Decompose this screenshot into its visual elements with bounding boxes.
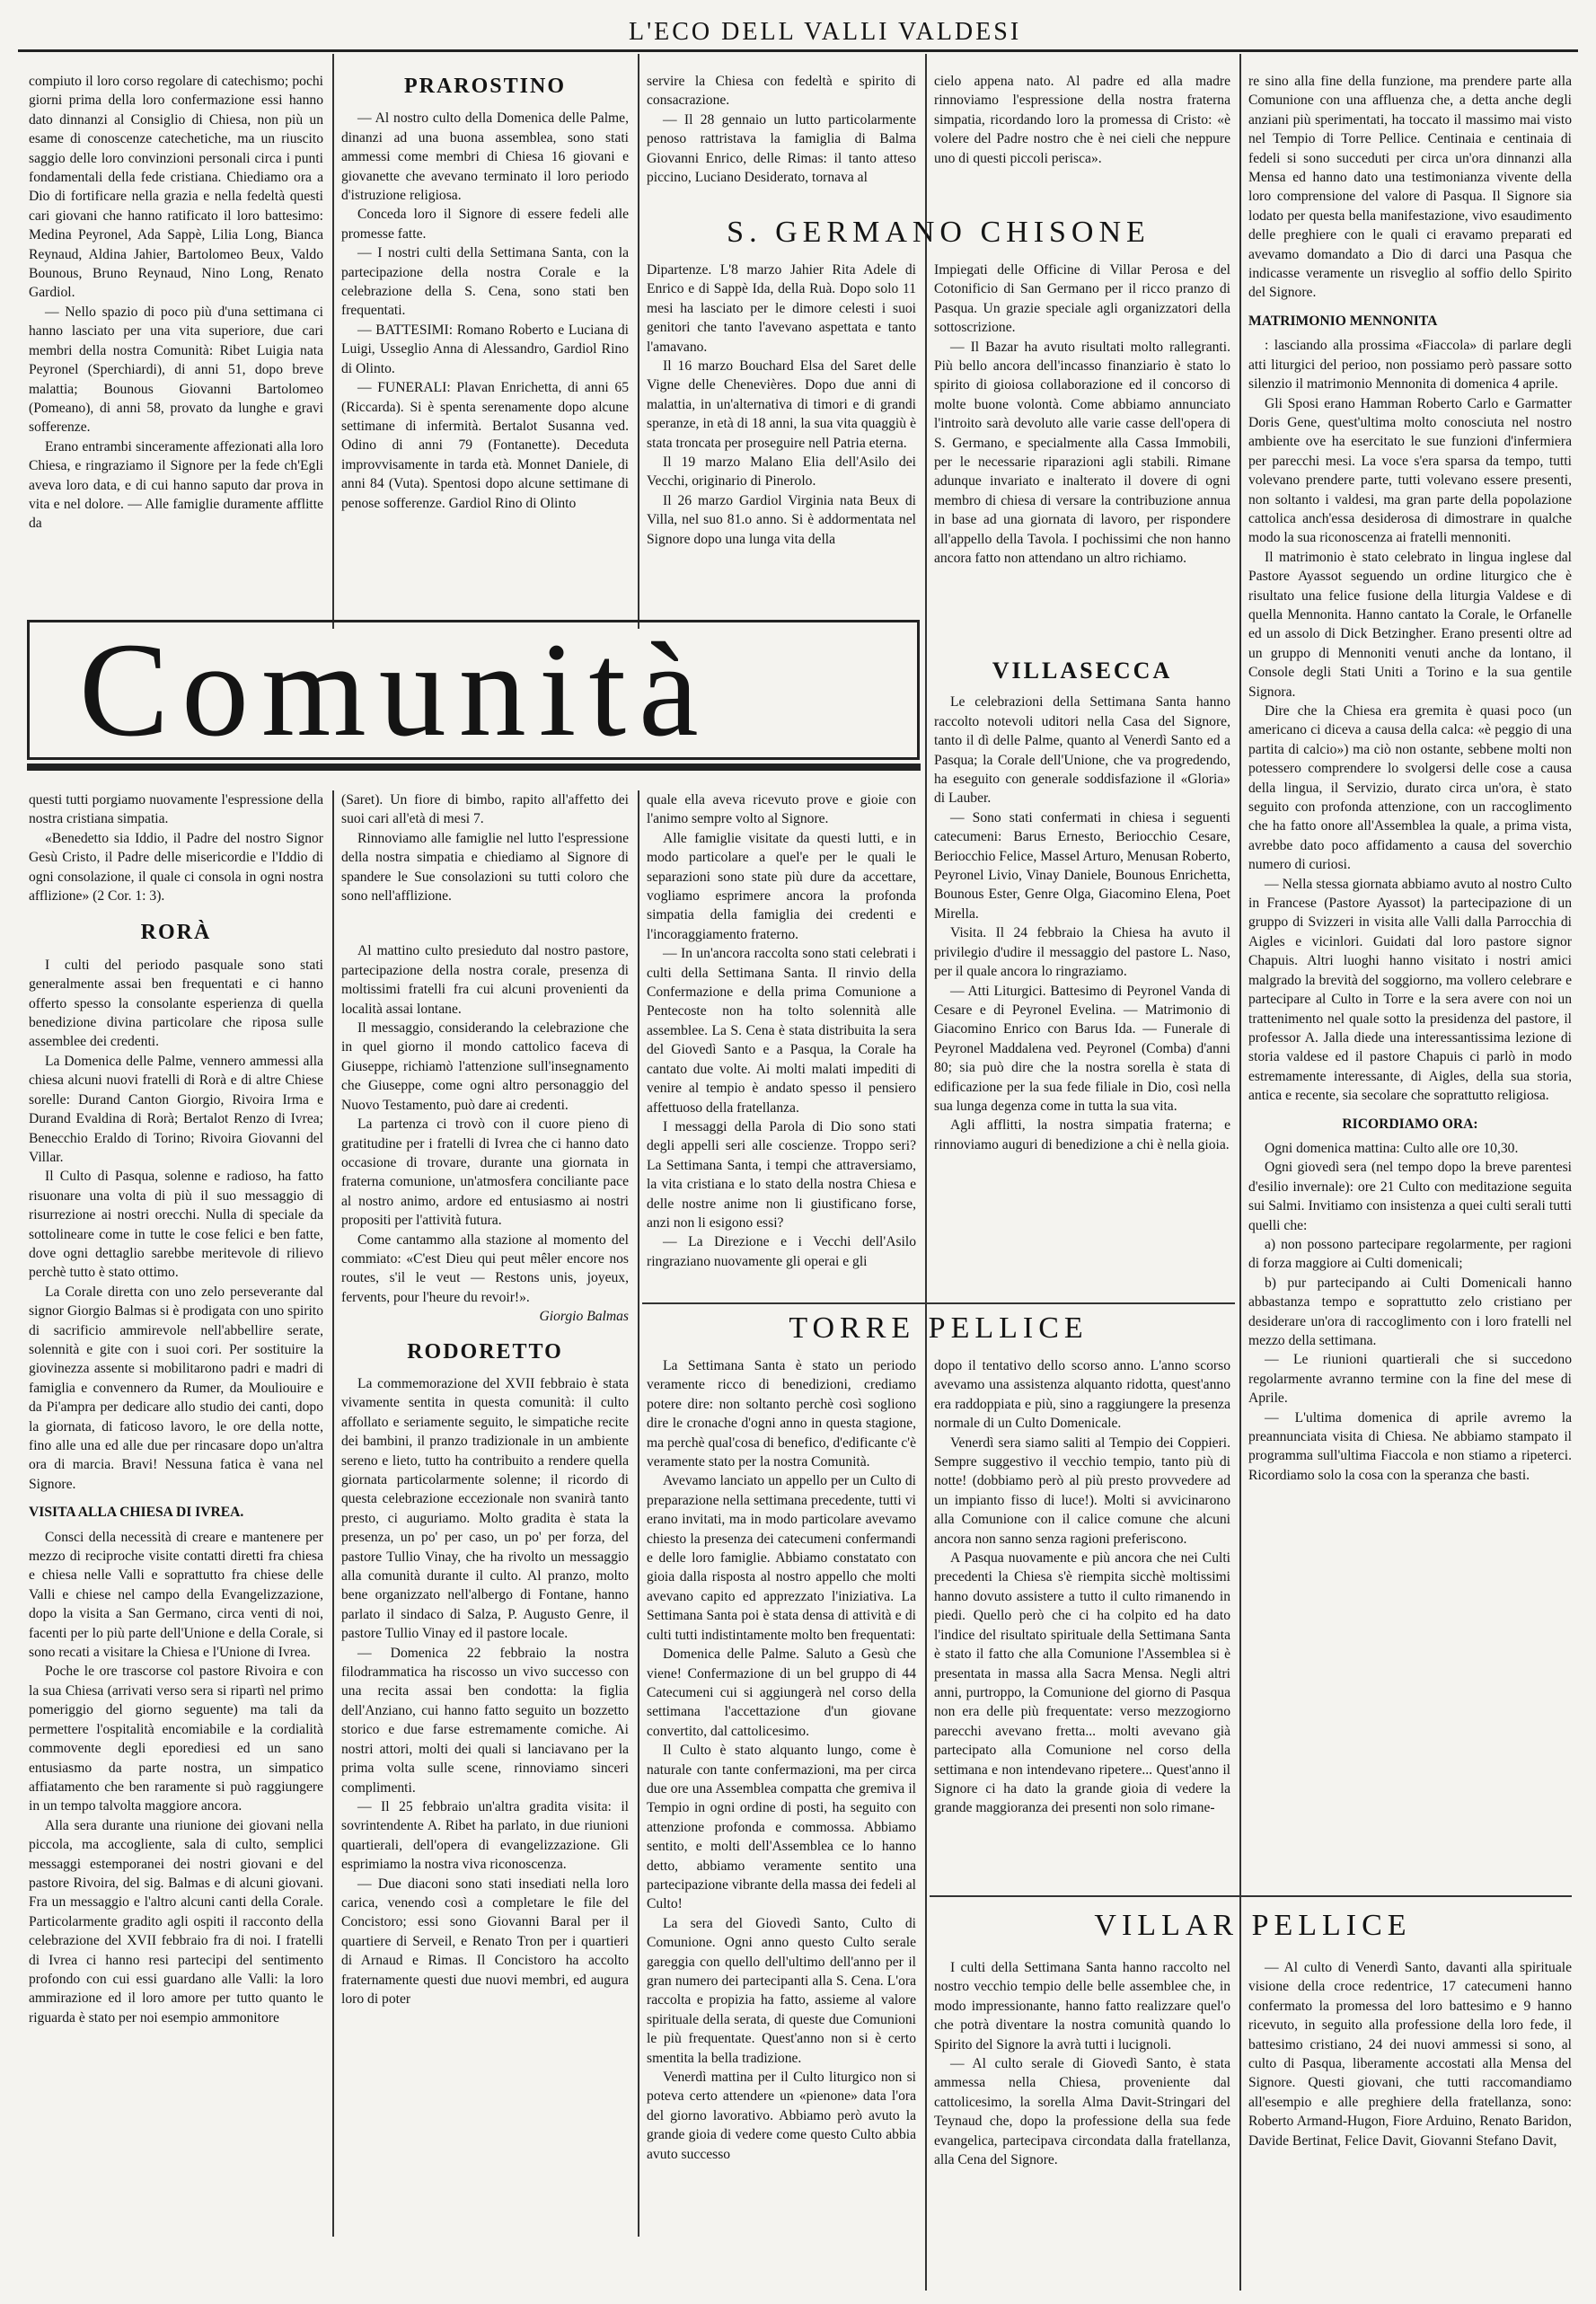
paragraph: Domenica delle Palme. Saluto a Gesù che viene! Confermazione di un bel gruppo di 44 Catecumeni cui si aggiungerà nel corso della settimana l'accettazione d'un giovane convertito, dal cattolicesimo. [647,1646,916,1739]
paragraph: questi tutti porgiamo nuovamente l'espressione della nostra cristiana simpatia. [29,792,323,827]
paragraph: La Domenica delle Palme, vennero ammessi alla chiesa alcuni nuovi fratelli di Rorà e di altre Chiese sorelle: Durand Canton Giorgio, Rivoira Irma e Durand Evaldina di Rorà; Bertalot Renzo di Ivrea; Benecchio Eraldo di Torino; Rivoira Giovanni del Villar. [29,1053,323,1165]
paragraph: «Benedetto sia Iddio, il Padre del nostro Signor Gesù Cristo, il Padre delle misericordie e l'Iddio di ogni consolazione, il quale ci consola in ogni nostra afflizione» (2 Cor. 1: 3). [29,830,323,905]
paragraph: I messaggi della Parola di Dio sono stati degli appelli seri alle coscienze. Troppo seri? La Settimana Santa, i tempi che attraversiamo, la vita cristiana e lo stato della nostra Chiesa e delle nostre anime non li giustificano forse, anzi non li esigono essi? [647,1118,916,1231]
paragraph: Il 16 marzo Bouchard Elsa del Saret delle Vigne delle Chenevières. Dopo due anni di malattia, in un'alternativa di timori e di grandi speranze, in età di 18 anni, la sua vita quaggiù è stata troncata per proseguire nell Patria eterna. [647,358,916,451]
column-rule [638,54,639,629]
signature: Giorgio Balmas [539,1309,629,1325]
paragraph: Il messaggio, considerando la celebrazione che in quel giorno il mondo cattolico faceva di Giuseppe, richiamò l'attenzione sull'insegnamento che Giuseppe, come ogni altro personaggio del Nuovo Testamento, può dare ai credenti. [341,1020,629,1113]
paragraph: — FUNERALI: Plavan Enrichetta, di anni 65 (Riccarda). Si è spenta serenamente dopo alcune settimane di infermità. Bertalot Susanna ved. Odino di anni 79 (Fontanette). Deceduta improvvisamente in tarda età. Monnet Daniele, di anni 84 (Vuta). Spentosi dopo alcune settimane di penose sofferenze. Gardiol Rino di Olinto [341,380,629,511]
paragraph: Gli Sposi erano Hamman Roberto Carlo e Garmatter Doris Gene, quest'ultima molto conosciuta nel nostro ambiente ove ha esercitato le sue funzioni d'infermiera per parecchi mesi. La voce s'era sparsa da tempo, tutti volevano prendere parte, tutti volevano essere presenti, non soltanto i valdesi, ma gran parte della popolazione cattolica anch'essa desiderosa di dimostrare in qualche modo la sua riconoscenza ai fratelli mennoniti. [1248,395,1572,546]
column-1-bottom [29,790,323,2246]
torre-left [647,1356,916,2246]
section-heading-villar: VILLAR PELLICE [1094,1909,1412,1942]
torre-right [934,1356,1230,1877]
paragraph: Al mattino culto presieduto dal nostro pastore, partecipazione della nostra corale, presenza di moltissimi fratelli fra cui alcuni provenienti da località assai lontane. [341,943,629,1017]
section-heading-sgermano: S. GERMANO CHISONE [727,216,1151,249]
subheading-ivrea: VISITA ALLA CHIESA DI IVREA. [29,1505,244,1521]
paragraph: Rinnoviamo alle famiglie nel lutto l'espressione della nostra simpatia e chiediamo al Signore di spandere le Sue consolazioni su tutti coloro che sono nell'afflizione. [341,830,629,905]
banner-title: Comunità [79,615,711,764]
paragraph: : lasciando alla prossima «Fiaccola» di parlare degli atti liturgici del perioo, non possiamo però passare sotto silenzio il matrimonio Mennonita di domenica 4 aprile. [1248,338,1572,393]
subheading-ricordiamo: RICORDIAMO ORA: [1342,1116,1478,1132]
paragraph: — I nostri culti della Settimana Santa, con la partecipazione della nostra Corale e la celebrazione della S. Cena, sono stati ben frequentati. [341,245,629,319]
paragraph: Ogni domenica mattina: Culto alle ore 10,30. [1265,1140,1519,1156]
column-2-bottom [341,790,629,2246]
column-rule [1239,54,1241,2291]
paragraph: Visita. Il 24 febbraio la Chiesa ha avuto il privilegio d'udire il messaggio del pastore L. Naso, per il quale ancora lo ringraziamo. [934,925,1230,980]
banner-frame [27,615,920,764]
paragraph: — Le riunioni quartierali che si succedono regolarmente avranno termine con la fine del mese di Aprile. [1248,1352,1572,1407]
paragraph: a) non possono partecipare regolarmente, per ragioni di forza maggiore ai Culti domenicali; [1248,1236,1572,1272]
section-heading-prarostino: PRAROSTINO [403,75,567,98]
paragraph: — Due diaconi sono stati insediati nella loro carica, venendo così a completare le file del Concistoro; essi sono Giovanni Baral per il quartiere di Serveil, e Renato Tron per i quartieri di Arnaud e Rimas. Il Concistoro ha accolto fraternamente questi due nuovi membri, ed augura loro di poter [341,1876,629,2007]
column-4-top [934,72,1230,198]
paragraph: Il Culto di Pasqua, solenne e radioso, ha fatto risuonare una volta di più il suo messaggio di risurrezione ai nostri orecchi. Nulla di speciale da sottolineare come in tutte le cose felici e ben fatte, dove ogni dettaglio sarebbe meritevole di rilievo perchè tutto è stato ottimo. [29,1169,323,1281]
paragraph: — Atti Liturgici. Battesimo di Peyronel Vanda di Cesare e di Peyronel Evelina. — Matrimonio di Giacomino Enrico con Barus Ida. — Funerale di Peyronel Maddalena ved. Peyronel (Comba) d'anni 80; sia può dire che la nostra sorella è stata di edificazione per la sua fede filiale in Dio, così nella sua lunga degenza come in tutta la sua vita. [934,983,1230,1114]
paragraph: Alla sera durante una riunione dei giovani nella piccola, ma accogliente, sala di culto, semplici messaggi estemporanei dei nostri giovani e del pastore Rivoira, del sig. Balmas e di alcuni giovani. Fra un messaggio e l'altro alcuni canti della Corale. Particolarmente gradito agli ospiti il racconto della celebrazione del XVII febbraio fra di noi. I fratelli di Ivrea ci hanno resi partecipi del sentimento profondo con cui essi guardano alle Valli: la loro ammirazione ed il loro amore per tutto quanto le riguarda è stato per noi esempio ammonitore [29,1817,323,2026]
paragraph: Come cantammo alla stazione al momento del commiato: «C'est Dieu qui peut mêler encore nos routes, s'il le veut — Restons unis, joyeux, fervents, pour l'heure du revoir!». [341,1231,629,1305]
section-rule [642,1302,1235,1304]
paragraph: — Il 25 febbraio un'altra gradita visita: il sovrintendente A. Ribet ha parlato, in due riunioni quartierali, dell'opera di evangelizzazione. Gli esprimiamo la nostra viva riconoscenza. [341,1798,629,1873]
paragraph: Consci della necessità di creare e mantenere per mezzo di reciproche visite contatti diretti fra chiesa e chiesa nelle Valli e soprattutto fra chiese delle Valli e chiese nel campo della Evangelizzazione, dopo la visita a San Germano, circa venti di noi, facenti per lo più parte dell'Unione e della Corale, si sono recati a visitare la Chiesa e l'Unione di Ivrea. [29,1529,323,1661]
paragraph: — Nello spazio di poco più d'una settimana ci hanno lasciato per una vita superiore, due cari membri della nostra Comunità: Ribet Luigia nata Peyronel (Sperchiardi), di anni 51, dopo breve malattia; Bounous Giovanni Bartolomeo (Pomeano), di anni 58, provato da lunghe e gravi sofferenze. [29,304,323,436]
paragraph: re sino alla fine della funzione, ma prendere parte alla Comunione con una affluenza che, a detta anche degli anziani più sperimentati, ha toccato il massimo mai visto nel Tempio di Torre Pellice. Centinaia e centinaia di fedeli si sono succeduti per circa un'ora dinnanzi alla Mensa ed hanno dato una testimonianza vivente della loro comprensione del valore di Pasqua. Il Signore sia lodato per questa bella manifestazione, vivo esaudimento delle preghiere con le quali ci eravamo preparati ed avevamo domandato a Dio di darci una Pasqua che indicasse veramente un risveglio al soffio dello Spirito del Signore. [1248,74,1572,301]
paragraph: — Al nostro culto della Domenica delle Palme, dinanzi ad una buona assemblea, sono stati ammessi come membri di Chiesa 16 giovani e giovanette che avevano terminato il loro periodo d'istruzione religiosa. [341,110,629,204]
villasecca-section [934,656,1230,1410]
column-rule [925,54,927,2291]
paragraph: — Al culto di Venerdì Santo, davanti alla spirituale visione della croce redentrice, 17 catecumeni hanno confermato la promessa del loro battesimo e 9 hanno ricevuto, in seguito alla professione della loro fede, il battesimo cristiano, 24 dei nuovi ammessi si sono, al culto di Pasqua, liberamente accostati alla Mensa del Signore. Questi giovani, che tutti raccomandiamo all'esempio e alle preghiere della fratellanza, sono: Roberto Armand-Hugon, Fiore Arduino, Renato Baridon, Davide Bertinat, Felice Davit, Giovanni Stefano Davit, [1248,1960,1572,2149]
section-rule [930,1895,1572,1897]
paragraph: — Domenica 22 febbraio la nostra filodrammatica ha riscosso un vivo successo con una recita assai ben condotta: la figlia dell'Anziano, cui hanno fatto seguito un bozzetto storico e due farse estremamente comiche. Ai nostri attori, molti dei quali si lanciavano per la prima volta sulle scene, rinnoviamo sinceri complimenti. [341,1645,629,1796]
paragraph: quale ella aveva ricevuto prove e gioie con l'animo sempre volto al Signore. [647,792,916,827]
masthead-title: L'ECO DELL VALLI VALDESI [629,18,1022,46]
paragraph: Poche le ore trascorse col pastore Rivoira e con la sua Chiesa (arrivati verso sera si ripartì nel primo pomeriggio del giorno seguente) ma tali da permettere l'ospitalità encomiabile e la cordialità commovente degli eporediesi ed un sano entusiasmo da parte nostra, un simpatico affiatamento che ben raramente si può raggiungere in un tempo talvolta maggiore ancora. [29,1664,323,1814]
column-rule [332,790,334,2237]
paragraph: Erano entrambi sinceramente affezionati alla loro Chiesa, e ringraziamo il Signore per la fede ch'Egli aveva loro data, e di cui hanno saputo dar prova in vita e nel dolore. — Alle famiglie duramente afflitte da [29,438,323,532]
paragraph: La commemorazione del XVII febbraio è stata vivamente sentita in questa comunità: il culto affollato e seriamente seguito, le simpatiche recite dei bambini, il pranzo tradizionale in un ambiente sereno e lieto, tutto ha contribuito a rendere quella giornata particolarmente solenne; il ricordo di questa celebrazione eccezionale non svanirà tanto presto, ci auguriamo. Molto gradita è stata la presenza, un po' per caso, un po' per forza, del pastore Tullio Vinay, che ha rivolto un messaggio alla comunità durante il culto. Al pranzo, molto bene organizzato nell'albergo di Fontane, hanno parlato il sindaco di Salza, P. Augusto Genre, il pastore Tullio Vinay ed il pastore locale. [341,1375,629,1642]
sgermano-left [647,260,916,611]
paragraph: — La Direzione e i Vecchi dell'Asilo ringraziano nuovamente gli operai e gli [647,1234,916,1269]
subheading-mennonita: MATRIMONIO MENNONITA [1248,313,1438,329]
paragraph: — Sono stati confermati in chiesa i seguenti catecumeni: Barus Ernesto, Beriocchio Cesare, Beriocchio Felice, Massel Arturo, Menusan Roberto, Peyronel Livio, Vinay Daniele, Bounous Enrichetta, Bounous Ester, Genre Olga, Giacomino Elena, Poet Mirella. [934,809,1230,922]
paragraph: Il Culto è stato alquanto lungo, come è naturale con tante confermazioni, ma per circa due ore una Assemblea compatta che gremiva il Tempio in ogni ordine di posti, ha seguito con attenzione profonda e commossa. Abbiamo sentito, e molti dell'Assemblea ce lo hanno detto, abbiamo veramente sentito una partecipazione vibrante della massa dei fedeli al Culto! [647,1743,916,1912]
paragraph: — Al culto serale di Giovedì Santo, è stata ammessa nella Chiesa, proveniente dal cattolicesimo, la sorella Alma Davit-Stringari del Teynaud che, dopo la professione della sua fede evangelica, partecipava circondata dalla fratellanza, alla Cena del Signore. [934,2056,1230,2168]
column-3-top [647,72,916,198]
paragraph: dopo il tentativo dello scorso anno. L'anno scorso avevamo una assistenza alquanto ridotta, quest'anno era raddoppiata e più, sino a raggiungere la presenza normale di un Culto Domenicale. [934,1358,1230,1432]
comunita-banner [27,615,921,781]
paragraph: Impiegati delle Officine di Villar Perosa e del Cotonificio di San Germano per il ricco pranzo di Pasqua. Un grazie speciale agli organizzatori della sottoscrizione. [934,262,1230,336]
paragraph: Venerdì mattina per il Culto liturgico non si poteva certo attendere un «pienone» data l'ora del giorno lavorativo. Abbiamo però avuto la grande gioia di vedere come questo Culto abbia avuto successo [647,2070,916,2162]
paragraph: Il matrimonio è stato celebrato in lingua inglese dal Pastore Ayassot seguendo un ordine liturgico che è risultato una felice fusione della liturgia Valdese e di quella Mennonita. Hanno cantato la Corale, le Orfanelle ed un assolo di Dick Betzingher. Erano presenti oltre ad un gruppo di Mennoniti venuti anche da lontano, il Console degli Stati Uniti a Torino e la sua gentile Signora. [1248,549,1572,700]
villar-right [1248,1958,1572,2246]
paragraph: — L'ultima domenica di aprile avremo la preannunciata visita di Chiesa. Ne abbiamo stampato il programma sull'ultima Fiaccola e non stiamo a ripeterci. Ricordiamo solo la cosa con la speranza che basti. [1248,1409,1572,1483]
column-2-top [341,72,629,611]
paragraph: La Corale diretta con uno zelo perseverante dal signor Giorgio Balmas si è prodigata con uno spirito di sacrificio ammirevole nell'abbellire serate, solennità e gite con i suoi cori. Per sostituire la giovinezza assente si mobilitarono padri e madri di famiglia e convennero da Rumer, da Mouliouire e da Pi'ampra per dedicare allo studio dei canti, dopo la giornata, di faticoso lavoro, le ore della notte, fino alle una ed alle due per rincasare dopo un'altra ora di marcia. Bravi! Nessuna fatica è vana nel Signore. [29,1284,323,1492]
section-heading-villasecca: VILLASECCA [992,658,1173,684]
paragraph: I culti del periodo pasquale sono stati generalmente assai ben frequentati e ci hanno offerto spesso la consolante esperienza di quella benedizione divina particolare che riposa sulle assemblee dei credenti. [29,957,323,1050]
paragraph: Conceda loro il Signore di essere fedeli alle promesse fatte. [341,207,629,242]
paragraph: Le celebrazioni della Settimana Santa hanno raccolto notevoli uditori nella Casa del Signore, tanto il dì delle Palme, quanto al Venerdì Santo ed a Pasqua; la Corale dell'Unione, che va progredendo, ha eseguito con generale soddisfazione il «Gloria» di Lauber. [934,694,1230,807]
section-heading-rora: RORÀ [140,921,212,945]
paragraph: Dipartenze. L'8 marzo Jahier Rita Adele di Enrico e di Sappè Ida, della Ruà. Dopo solo 11 mesi ha lasciato per le dimore celesti i suoi genitori che tanto l'avevano aspettata e tanto l'amavano. [647,262,916,355]
masthead [0,0,1596,54]
paragraph: Avevamo lanciato un appello per un Culto di preparazione nella settimana precedente, tutti vi erano invitati, ma in modo particolare avevamo chiesto la presenza dei catecumeni confermandi e delle loro famiglie. Abbiamo constatato con gioia dalla risposta al nostro appello che molti avevano capito ed apprezzato l'iniziativa. La Settimana Santa poi è stata densa di attività e di culti tutti indistintamente molto ben frequentati: [647,1473,916,1643]
column-5 [1248,72,1572,1886]
sgermano-right [934,260,1230,611]
paragraph: Agli afflitti, la nostra simpatia fraterna; e rinnoviamo auguri di benedizione a chi è nella gioia. [934,1117,1230,1152]
banner-rule [27,764,921,771]
paragraph: Venerdì sera siamo saliti al Tempio dei Coppieri. Sempre suggestivo il vecchio tempio, tanto più di notte! (dobbiamo però al più presto provvedere ad un impianto fisso di luce!). Molti si avvicinarono alla Comunione con il calice comune che alcuni ancora non sanno senza ragioni preferiscono. [934,1434,1230,1547]
spacer [341,905,629,941]
paragraph: Ogni giovedì sera (nel tempo dopo la breve parentesi d'esilio invernale): ore 21 Culto con meditazione seguita sui Salmi. Invitiamo con insistenza a quei culti serali tutti quelli che: [1248,1160,1572,1233]
paragraph: servire la Chiesa con fedeltà e spirito di consacrazione. [647,74,916,109]
section-heading-torre: TORRE PELLICE [789,1311,1089,1345]
paragraph: b) pur partecipando ai Culti Domenicali hanno abbastanza tempo e soprattutto zelo cristiano per desiderare un'ora di raccoglimento con i loro fratelli nel mezzo della settimana. [1248,1275,1572,1348]
section-heading-rodoretto: RODORETTO [407,1339,563,1364]
paragraph: Il 26 marzo Gardiol Virginia nata Beux di Villa, nel suo 81.o anno. Si è addormentata nel Signore dopo una lunga vita della [647,492,916,547]
paragraph: — Il 28 gennaio un lutto particolarmente penoso rattristava la famiglia di Balma Giovanni Enrico, delle Rimas: il tanto atteso piccino, Luciano Desiderato, tornava al [647,111,916,186]
paragraph: Alle famiglie visitate da questi lutti, e in modo particolare a quel'e per le quali le separazioni sono state più dure da accettare, vogliamo esprimere ancora la profonda simpatia della famiglia dei credenti e l'incoraggiamento fraterno. [647,830,916,942]
paragraph: Dire che la Chiesa era gremita è quasi poco (un americano ci diceva a causa della calca: «è peggio di una partita di calcio») ma ciò non ostante, sebbene molti non potessero comprendere lo svolgersi delle cose a causa della lingua, il Servizio, durato circa un'ora, è stato seguito con profonda attenzione, con un raccoglimento che ha fatto onore all'Assemblea la quale, a prima vista, avrebbe dato poco affidamento a causa del soverchio numero di curiosi. [1248,703,1572,873]
masthead-rule [18,49,1578,52]
column-3-bottom [647,790,916,1293]
villar-left [934,1958,1230,2246]
paragraph: (Saret). Un fiore di bimbo, rapito all'affetto dei suoi cari all'età di mesi 7. [341,792,629,827]
column-rule [638,790,639,2237]
paragraph: La partenza ci trovò con il cuore pieno di gratitudine per i fratelli di Ivrea che ci hanno dato occasione di trovare, durante una giornata in fraterna comunione, un'atmosfera conciliante pace al nostro animo, ardore ed entusiasmo ai nostri propositi per l'attività futura. [341,1117,629,1229]
paragraph: La Settimana Santa è stato un periodo veramente ricco di benedizioni, crediamo potere dire: non soltanto perchè così sogliono dire le cronache d'ogni anno in questa stagione, ma perchè qual'cosa di benefico, d'edificante c'è veramente stato per la nostra Comunità. [647,1358,916,1470]
paragraph: — Nella stessa giornata abbiamo avuto al nostro Culto in Francese (Pastore Ayassot) la partecipazione di un gruppo di Svizzeri in visita alle Valli dalla Parrocchia di Aigles e vicinlori. Guidati dal loro pastore signor Chapuis. Altri luoghi hanno visitato i nostri amici malgrado la brevità del soggiorno, ma vollero celebrare e partecipare al Culto in Torre e la sera avere con noi un trattenimento nel quale sotto la presidenza del pastore, il professor A. Jalla diede una interessantissima lezione di storia valdese ed il pastore Chapuis ci parlò in modo estremamente interessante, di Aigles, della sua storia, antica e recente, sia secolare che soprattutto religiosa. [1248,876,1572,1104]
paragraph: compiuto il loro corso regolare di catechismo; pochi giorni prima della loro confermazione essi hanno dato dinnanzi al Consiglio di Chiesa, non più un esame di conoscenze catechetiche, ma un riuscito saggio delle loro convinzioni personali circa i punti fondamentali della fede cristiana. Chiediamo ora a Dio di fortificare nella grazia e nella fedeltà questi cari giovani che hanno ratificato il loro battesimo: Medina Peyronel, Ada Sappè, Lilia Long, Bianca Reynaud, Aldina Jahier, Bartolomeo Beux, Valdo Bounous, Bruno Reynaud, Nino Long, Renato Gardiol. [29,74,323,301]
paragraph: — In un'ancora raccolta sono stati celebrati i culti della Settimana Santa. Il rinvio della Confermazione e della prima Comunione a Pentecoste non ha tolto solennità alle assemblee. La S. Cena è stata distribuita la sera del Giovedì Santo e a Pasqua, la Corale ha cantato due volte. Ai molti malati impediti di venire al tempio è andato spesso il pensiero affettuoso della fratellanza. [647,946,916,1116]
paragraph: La sera del Giovedì Santo, Culto di Comunione. Ogni anno questo Culto serale gareggia con quello dell'ultimo dell'anno per il gran numero dei partecipanti alla S. Cena. L'ora raccolta e propizia ha fatto, assieme al valore spirituale della serata, di queste due Comunioni le più frequentate. Quest'anno non si è certo smentita la bella tradizione. [647,1915,916,2066]
paragraph: I culti della Settimana Santa hanno raccolto nel nostro vecchio tempio delle belle assemblee che, in modo impressionante, hanno fatto realizzare quel'o che potrà diventare la nostra comunità quando lo Spirito del Signore la avrà tutti i lucignoli. [934,1960,1230,2052]
column-1-top [29,72,323,611]
column-rule [332,54,334,629]
paragraph: Il 19 marzo Malano Elia dell'Asilo dei Vecchi, originario di Pinerolo. [647,455,916,490]
paragraph: — Il Bazar ha avuto risultati molto rallegranti. Più bello ancora dell'incasso finanziario è stato lo spirito di gioiosa collaborazione ed il concorso di molte buone volontà. Come abbiamo annunciato l'introito sarà devoluto alle varie casse dell'opera di S. Germano, e specialmente alla Cassa Immobili, per le necessarie riparazioni agli stabili. Rimane adunque invariato e inalterato il dovere di ogni membro di chiesa di versare la contribuzione annua in base ad una giornata di lavoro, per rispondere all'appello della Tavola. I pochissimi che non hanno ancora fatto non attendano un altro richiamo. [934,339,1230,567]
paragraph: cielo appena nato. Al padre ed alla madre rinnoviamo l'espressione della nostra fraterna simpatia, ricordando loro la promessa di Cristo: «è volere del Padre nostro che è nei cieli che neppure uno di questi piccoli perisca». [934,74,1230,166]
paragraph: — BATTESIMI: Romano Roberto e Luciana di Luigi, Usseglio Anna di Alessandro, Gardiol Rino di Olinto. [341,322,629,376]
paragraph: A Pasqua nuovamente e più ancora che nei Culti precedenti la Chiesa s'è riempita sicchè moltissimi hanno dovuto assistere a tutto il culto rimanendo in piedi. Quello però che ci ha colpito ed ha dato l'indice del risultato spirituale della Settimana Santa è stato il fatto che alla Comunione l'Assemblea si è presentata in massa alla Sacra Mensa. Negli altri anni, purtroppo, la Comunione del giorno di Pasqua non era delle più frequentate: verso mezzogiorno parecchi avevano fretta... molti avevano già partecipato alla Comunione nel corso della settimana e non intendevano ripetere... Quest'anno il Signore ci ha dato la grande gioia di vedere la grande maggioranza dei presenti non solo rimane- [934,1550,1230,1816]
